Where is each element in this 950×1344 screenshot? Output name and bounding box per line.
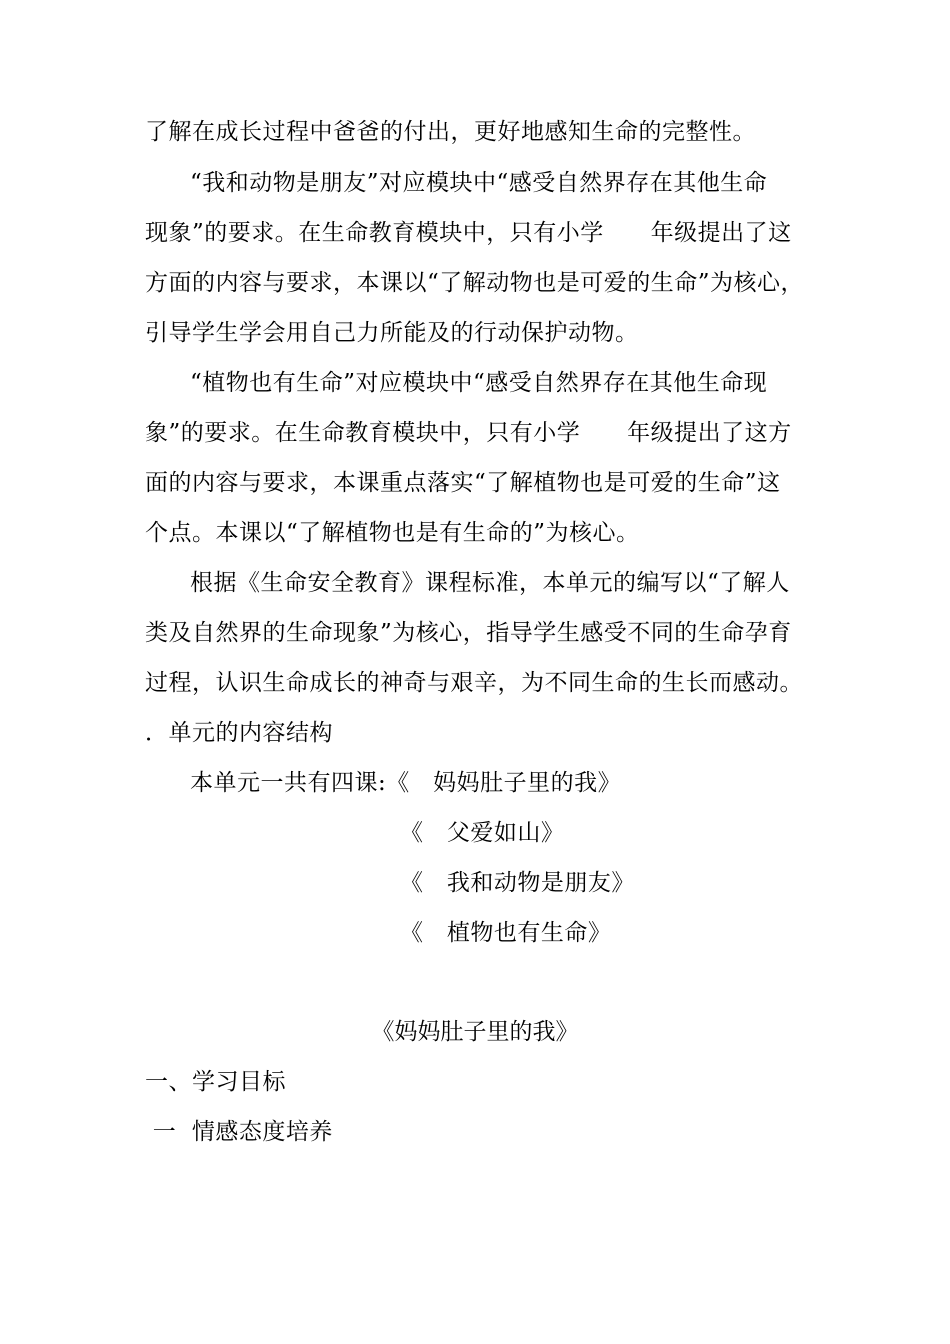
paragraph-line: 引导学生学会用自己力所能及的行动保护动物。 [145,320,639,346]
section-heading: ．单元的内容结构 [145,720,333,746]
paragraph-line: 根据《生命安全教育》课程标准，本单元的编写以“了解人 [190,570,790,596]
paragraph-line: 现象”的要求。在生命教育模块中，只有小学 年级提出了这 [145,220,792,246]
paragraph-line: 过程，认识生命成长的神奇与艰辛，为不同生命的生长而感动。 [145,670,803,696]
lesson-title: 《妈妈肚子里的我》 [371,1019,579,1045]
paragraph-line: 了解在成长过程中爸爸的付出，更好地感知生命的完整性。 [145,119,756,145]
lesson-list-item: 《 我和动物是朋友》 [400,870,635,896]
objectives-heading: 一、学习目标 [145,1069,286,1095]
paragraph-line: “我和动物是朋友”对应模块中“感受自然界存在其他生命 [190,170,768,196]
paragraph-line: 面的内容与要求，本课重点落实“了解植物也是可爱的生命”这 [145,470,781,496]
paragraph-line: 个点。本课以“了解植物也是有生命的”为核心。 [145,520,640,546]
paragraph-line: 类及自然界的生命现象”为核心，指导学生感受不同的生命孕育 [145,620,792,646]
paragraph-line: 方面的内容与要求，本课以“了解动物也是可爱的生命”为核心， [145,270,805,296]
sub-heading: 一 情感态度培养 [145,1119,333,1145]
lessons-intro: 本单元一共有四课:《 妈妈肚子里的我》 [190,770,622,796]
paragraph-line: “植物也有生命”对应模块中“感受自然界存在其他生命现 [190,370,768,396]
lesson-list-item: 《 植物也有生命》 [400,920,612,946]
lesson-list-item: 《 父爱如山》 [400,820,565,846]
paragraph-line: 象”的要求。在生命教育模块中，只有小学 年级提出了这方 [145,420,792,446]
